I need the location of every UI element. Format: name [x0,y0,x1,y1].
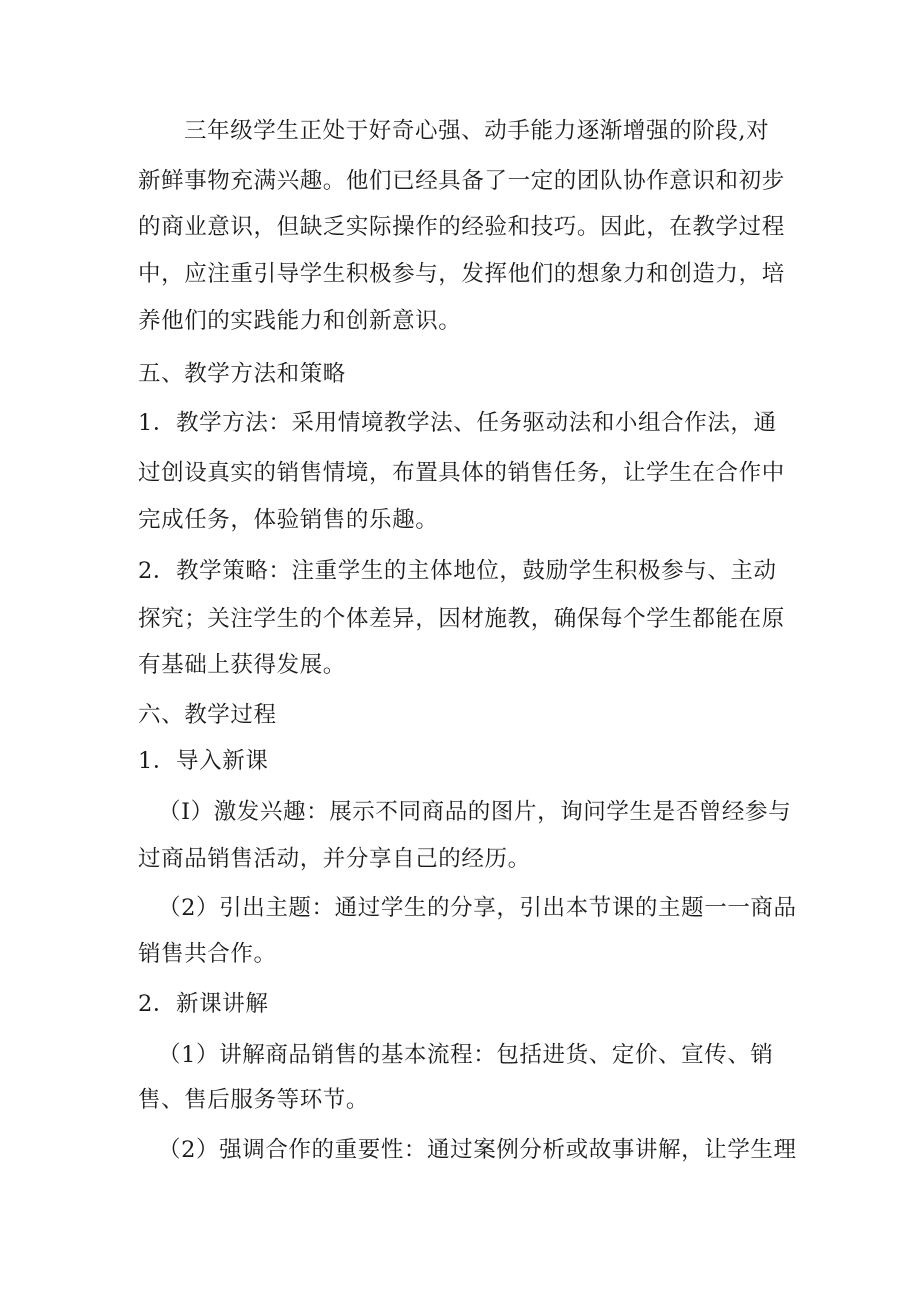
list-item-line: 2．教学策略：注重学生的主体地位，鼓励学生积极参与、主动 [138,558,777,584]
subsection-heading: 2．新课讲解 [138,991,269,1017]
list-item-line: 探究；关注学生的个体差异，因材施教，确保每个学生都能在原 [138,606,785,632]
paragraph-line: 三年级学生正处于好奇心强、动手能力逐渐增强的阶段,对 [184,118,770,144]
list-item-line: 销售共合作。 [138,941,277,967]
paragraph-line: 的商业意识，但缺乏实际操作的经验和技巧。因此，在教学过程 [138,214,785,240]
list-item-line: 过商品销售活动，并分享自己的经历。 [138,846,531,872]
list-item-line: （2）引出主题：通过学生的分享，引出本节课的主题一一商品 [158,895,797,921]
list-item-line: 有基础上获得发展。 [138,652,346,678]
section-heading: 五、教学方法和策略 [138,361,346,387]
list-item-line: 售、售后服务等环节。 [138,1087,370,1113]
paragraph-line: 中，应注重引导学生积极参与，发挥他们的想象力和创造力，培 [138,261,785,287]
list-item-line: 过创设真实的销售情境，布置具体的销售任务，让学生在合作中 [138,460,785,486]
section-heading: 六、教学过程 [138,702,277,728]
paragraph-line: 养他们的实践能力和创新意识。 [138,308,462,334]
list-item-line: （I）激发兴趣：展示不同商品的图片，询问学生是否曾经参与 [158,799,792,825]
subsection-heading: 1．导入新课 [138,748,269,774]
list-item-line: （1）讲解商品销售的基本流程：包括进货、定价、宣传、销 [158,1042,774,1068]
paragraph-line: 新鲜事物充满兴趣。他们已经具备了一定的团队协作意识和初步 [138,168,785,194]
list-item-line: （2）强调合作的重要性：通过案例分析或故事讲解，让学生理 [158,1137,797,1163]
list-item-line: 1．教学方法：采用情境教学法、任务驱动法和小组合作法，通 [138,410,777,436]
list-item-line: 完成任务，体验销售的乐趣。 [138,507,439,533]
